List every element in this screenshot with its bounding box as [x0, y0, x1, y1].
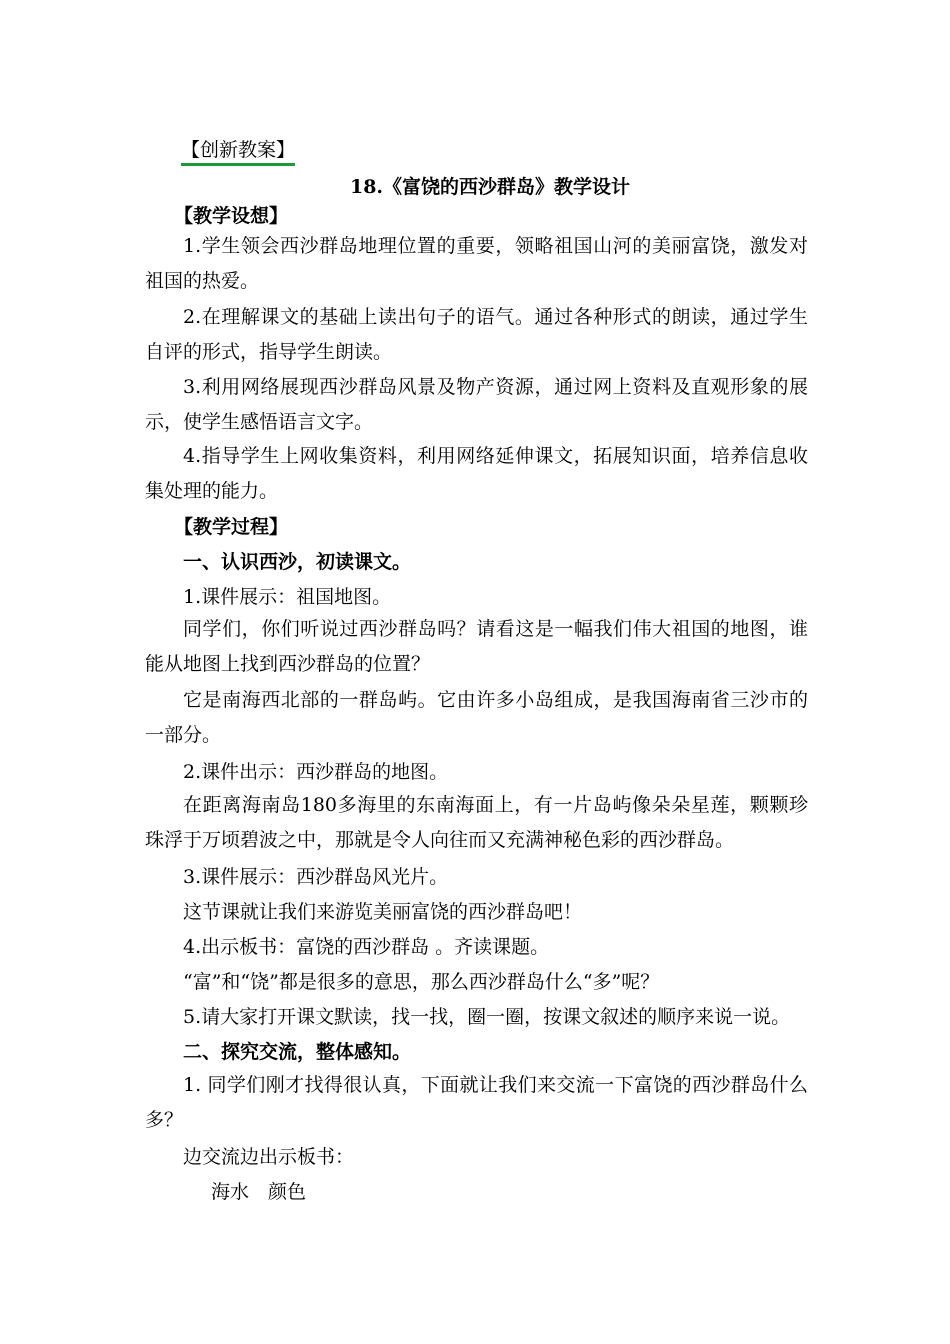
idea-item-2: 2.在理解课文的基础上读出句子的语气。通过各种形式的朗读，通过学生自评的形式，指导学生朗读。 — [145, 306, 808, 363]
part1-step-2: 2.课件出示：西沙群岛的地图。 — [183, 761, 449, 783]
part1-step-5: 5.请大家打开课文默读，找一找，圈一圈，按课文叙述的顺序来说一说。 — [183, 1006, 791, 1028]
part2-paragraph-1: 1. 同学们刚才找得很认真，下面就让我们来交流一下富饶的西沙群岛什么多？ — [145, 1074, 808, 1131]
idea-item-1: 1.学生领会西沙群岛地理位置的重要，领略祖国山河的美丽富饶，激发对祖国的热爱。 — [145, 235, 808, 292]
board-text: 海水 颜色 — [211, 1181, 307, 1203]
part1-step-4-text: “富”和“饶”都是很多的意思，那么西沙群岛什么“多”呢？ — [183, 971, 660, 993]
part2-heading: 二、探究交流，整体感知。 — [183, 1041, 412, 1063]
part1-paragraph-1: 同学们，你们听说过西沙群岛吗？请看这是一幅我们伟大祖国的地图，谁能从地图上找到西沙群岛的位置？ — [145, 618, 808, 675]
part1-paragraph-3: 在距离海南岛180多海里的东南海面上，有一片岛屿像朵朵星莲，颗颗珍珠浮于万顷碧波之中，那就是令人向往而又充满神秘色彩的西沙群岛。 — [145, 794, 808, 851]
part1-step-1: 1.课件展示：祖国地图。 — [183, 586, 392, 608]
section-heading-idea: 【教学设想】 — [174, 205, 289, 227]
part1-heading: 一、认识西沙，初读课文。 — [183, 551, 412, 573]
part1-step-3-text: 这节课就让我们来游览美丽富饶的西沙群岛吧！ — [183, 901, 583, 923]
part1-paragraph-2: 它是南海西北部的一群岛屿。它由许多小岛组成，是我国海南省三沙市的一部分。 — [145, 689, 808, 746]
innovation-tag: 【创新教案】 — [181, 138, 295, 166]
part2-step-1: 边交流边出示板书： — [183, 1146, 355, 1168]
idea-item-4: 4.指导学生上网收集资料，利用网络延伸课文，拓展知识面，培养信息收集处理的能力。 — [145, 445, 808, 502]
page-title: 18.《富饶的西沙群岛》教学设计 — [349, 176, 631, 198]
part1-step-4: 4.出示板书：富饶的西沙群岛 。齐读课题。 — [183, 936, 550, 958]
part1-step-3: 3.课件展示：西沙群岛风光片。 — [183, 866, 449, 888]
idea-item-3: 3.利用网络展现西沙群岛风景及物产资源，通过网上资料及直观形象的展示，使学生感悟语言文字。 — [145, 376, 808, 433]
section-heading-process: 【教学过程】 — [174, 516, 289, 538]
